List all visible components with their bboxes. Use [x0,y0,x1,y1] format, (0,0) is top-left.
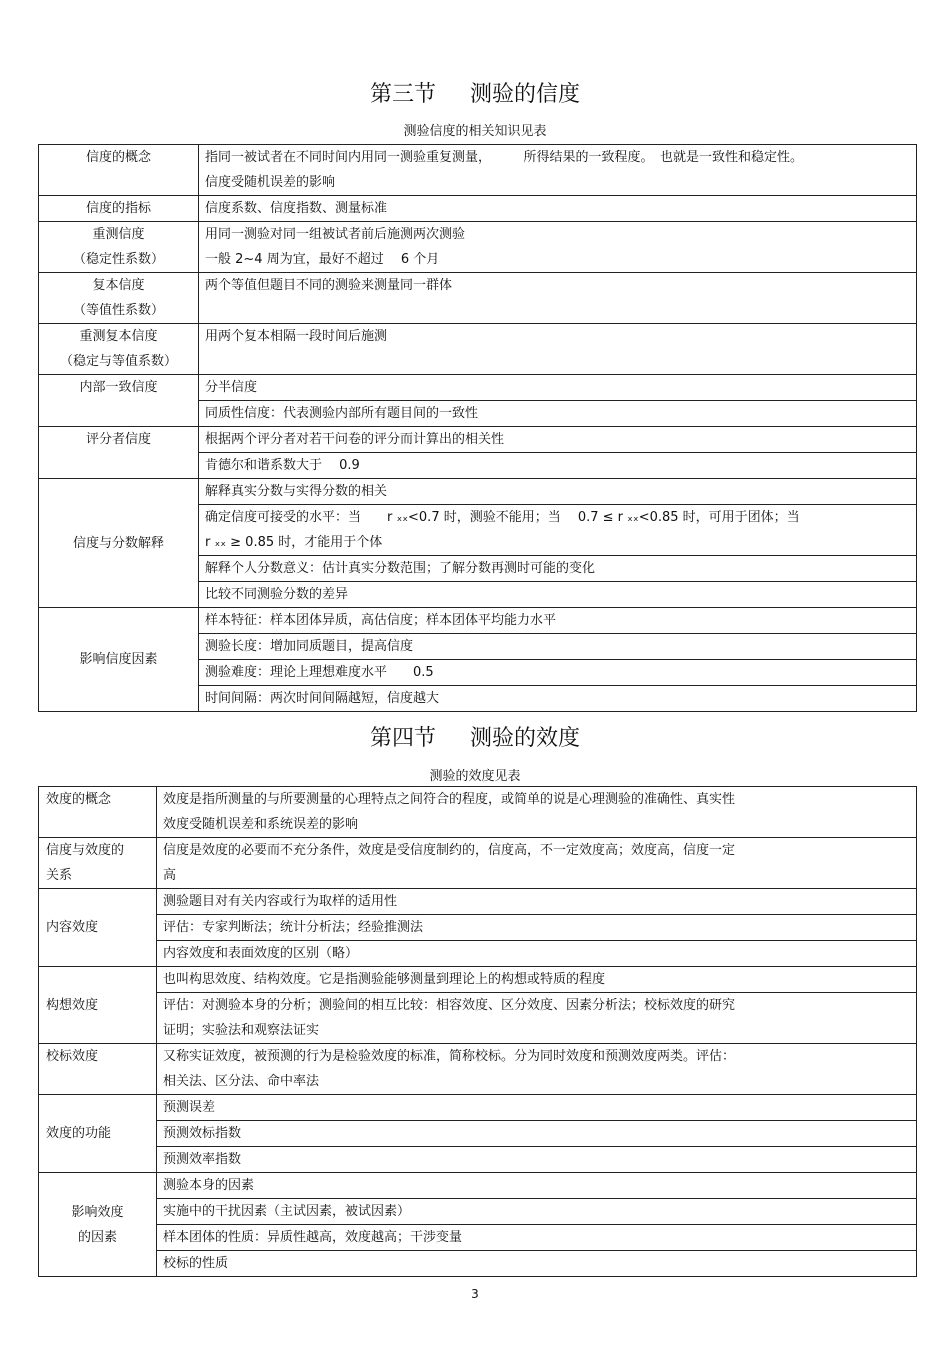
cell-text: 校标的性质 [157,1251,917,1277]
label-text: 复本信度 [92,278,145,293]
label-text: 的因素 [77,1229,117,1245]
row-label: 构想效度 [39,967,157,1044]
table-row [39,145,917,196]
table-row [39,993,917,1044]
row-content [157,1044,917,1095]
cell-text: 样本特征：样本团体异质，高估信度；样本团体平均能力水平 [199,608,917,634]
cell-text: 时间间隔：两次时间间隔越短，信度越大 [199,686,917,712]
cell-text: 也叫构思效度、结构效度。它是指测验能够测量到理论上的构想或特质的程度 [157,967,917,993]
cell-text: 用两个复本相隔一段时间后施测 [199,324,917,375]
section-3-number: 第三节 [369,82,436,107]
label-text: 重测复本信度 [79,329,158,344]
cell-text: 解释个人分数意义：估计真实分数范围；了解分数再测时可能的变化 [199,556,917,582]
row-label: 影响信度因素 [39,608,199,712]
table-row [39,889,917,915]
cell-text: 指同一被试者在不同时间内用同一测验重复测量， 所得结果的一致程度。 也就是一致性和稳定性。 [205,150,804,165]
cell-text: 内容效度和表面效度的区别（略） [157,941,917,967]
row-label: 信度的指标 [39,196,199,222]
table-row [39,941,917,967]
table-row [39,608,917,634]
table-row [39,1251,917,1277]
section-3-title [0,77,950,108]
table-row [39,273,917,324]
cell-text: 评估：专家判断法；统计分析法；经验推测法 [157,915,917,941]
label-text: （等值性系数） [72,303,164,318]
table-row [39,1173,917,1199]
cell-text: 证明；实验法和观察法证实 [163,1023,320,1038]
cell-text: 确定信度可接受的水平：当 r ₓₓ<0.7 时，测验不能用；当 0.7 ≤ r ₓₓ<0.85 时，可用于团体；当 [205,510,800,525]
table-row [39,1225,917,1251]
row-content [199,222,917,273]
row-label: 效度的概念 [39,787,157,838]
row-label: 信度的概念 [39,145,199,196]
table-row [39,324,917,375]
table-row [39,1095,917,1121]
reliability-table [38,144,917,712]
table-row [39,1044,917,1095]
cell-text: 用同一测验对同一组被试者前后施测两次测验 [205,227,466,242]
row-label [39,1173,157,1277]
row-label: 内部一致信度 [39,375,199,427]
row-content [157,838,917,889]
section-4-heading: 测验的效度 [470,726,581,751]
cell-text: 相关法、区分法、命中率法 [163,1074,320,1089]
cell-text: 测验题目对有关内容或行为取样的适用性 [157,889,917,915]
cell-text: 预测效标指数 [157,1121,917,1147]
table-row [39,915,917,941]
table-row [39,1147,917,1173]
label-text: 信度与效度的 [46,843,125,858]
section-4-title [0,721,950,752]
row-label [39,222,199,273]
cell-text: 又称实证效度，被预测的行为是检验效度的标准，简称校标。分为同时效度和预测效度两类。评估： [163,1049,736,1064]
cell-text: 同质性信度：代表测验内部所有题目间的一致性 [199,401,917,427]
row-content [157,787,917,838]
cell-text: r ₓₓ ≥ 0.85 时，才能用于个体 [205,535,383,550]
label-text: 影响效度 [71,1204,124,1220]
cell-text: 两个等值但题目不同的测验来测量同一群体 [199,273,917,324]
label-text: （稳定性系数） [72,252,164,267]
cell-text: 根据两个评分者对若干问卷的评分而计算出的相关性 [199,427,917,453]
cell-text: 预测效率指数 [157,1147,917,1173]
cell-text: 分半信度 [199,375,917,401]
table-row [39,479,917,505]
cell-text: 高 [163,868,177,883]
row-label: 评分者信度 [39,427,199,479]
section-4-number: 第四节 [369,726,436,751]
table-row [39,1199,917,1225]
page-number: 3 [471,1287,479,1301]
cell-text: 样本团体的性质：异质性越高，效度越高；干涉变量 [157,1225,917,1251]
cell-text: 实施中的干扰因素（主试因素，被试因素） [157,1199,917,1225]
label-text: 重测信度 [92,227,145,242]
table-row [39,375,917,401]
reliability-table-caption: 测验信度的相关知识见表 [403,124,547,139]
table-row [39,1121,917,1147]
row-content [199,145,917,196]
table-row [39,838,917,889]
row-label [39,273,199,324]
row-label: 效度的功能 [39,1095,157,1173]
cell-text: 信度系数、信度指数、测量标准 [199,196,917,222]
cell-text: 一般 2~4 周为宜，最好不超过 6 个月 [205,252,440,267]
label-text: （稳定与等值系数） [59,354,177,369]
cell-text: 测验本身的因素 [157,1173,917,1199]
cell-text: 解释真实分数与实得分数的相关 [199,479,917,505]
cell-text: 效度是指所测量的与所要测量的心理特点之间符合的程度，或简单的说是心理测验的准确性、真实性 [163,792,736,807]
row-label: 内容效度 [39,889,157,967]
validity-table [38,786,917,1277]
cell-text: 评估：对测验本身的分析；测验间的相互比较：相容效度、区分效度、因素分析法；校标效度的研究 [163,998,736,1013]
row-label [39,838,157,889]
row-label: 信度与分数解释 [39,479,199,608]
row-content [157,993,917,1044]
table-row [39,196,917,222]
row-label: 校标效度 [39,1044,157,1095]
label-text: 关系 [46,868,73,883]
table-row [39,222,917,273]
table-row [39,427,917,453]
cell-text: 信度受随机误差的影响 [205,175,336,190]
cell-text: 信度是效度的必要而不充分条件，效度是受信度制约的，信度高，不一定效度高；效度高，信度一定 [163,843,736,858]
validity-table-caption: 测验的效度见表 [429,769,521,784]
row-label [39,324,199,375]
cell-text: 效度受随机误差和系统误差的影响 [163,817,359,832]
row-content [199,505,917,556]
cell-text: 测验长度：增加同质题目，提高信度 [199,634,917,660]
cell-text: 肯德尔和谐系数大于 0.9 [199,453,917,479]
section-3-heading: 测验的信度 [470,82,581,107]
cell-text: 测验难度：理论上理想难度水平 0.5 [199,660,917,686]
cell-text: 比较不同测验分数的差异 [199,582,917,608]
cell-text: 预测误差 [157,1095,917,1121]
table-row [39,967,917,993]
table-row [39,787,917,838]
